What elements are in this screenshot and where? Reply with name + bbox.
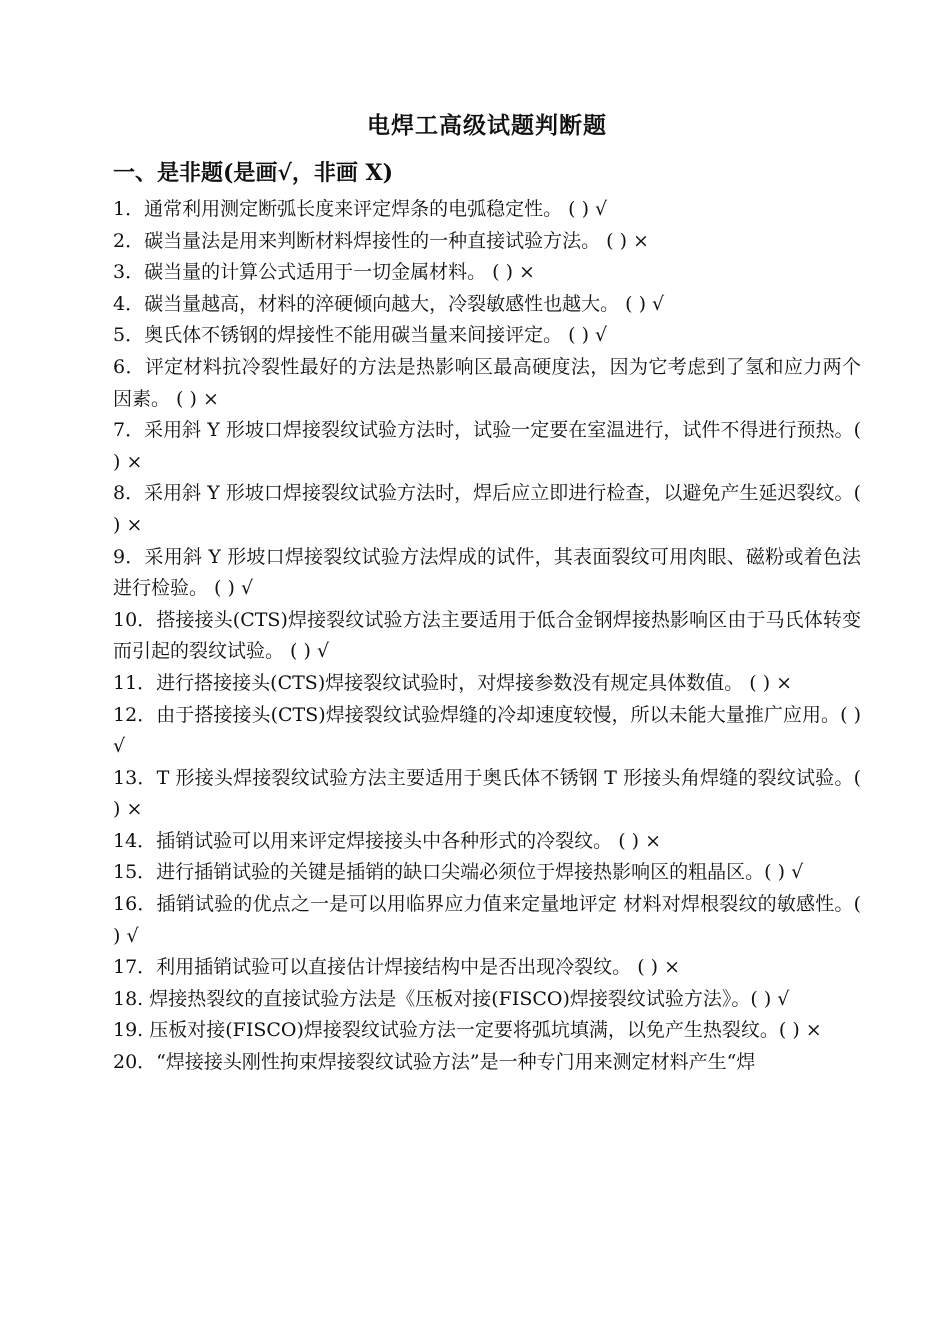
question-item: 15．进行插销试验的关键是插销的缺口尖端必须位于焊接热影响区的粗晶区。( ) √ xyxy=(113,861,804,884)
question-item: 9．采用斜 Y 形坡口焊接裂纹试验方法焊成的试件，其表面裂纹可用肉眼、磁粉或着色法进行检验。 ( ) √ xyxy=(113,545,861,600)
question-item: 8．采用斜 Y 形坡口焊接裂纹试验方法时，焊后应立即进行检查，以避免产生延迟裂纹。( ) × xyxy=(113,482,861,536)
question-item: 12．由于搭接接头(CTS)焊接裂纹试验焊缝的冷却速度较慢，所以未能大量推广应用。( ) √ xyxy=(113,703,861,758)
question-item: 5．奥氏体不锈钢的焊接性不能用碳当量来间接评定。 ( ) √ xyxy=(113,324,608,347)
question-item: 1．通常利用测定断弧长度来评定焊条的电弧稳定性。 ( ) √ xyxy=(113,198,608,220)
question-item: 19. 压板对接(FISCO)焊接裂纹试验方法一定要将弧坑填满，以免产生热裂纹。( ) × xyxy=(113,1019,822,1042)
document-page xyxy=(113,108,861,1079)
question-item: 17．利用插销试验可以直接估计焊接结构中是否出现冷裂纹。 ( ) × xyxy=(113,956,681,979)
question-item: 13．T 形接头焊接裂纹试验方法主要适用于奥氏体不锈钢 T 形接头角焊缝的裂纹试验。( ) × xyxy=(113,766,861,821)
question-item: 4．碳当量越高，材料的淬硬倾向越大，冷裂敏感性也越大。 ( ) √ xyxy=(113,292,665,315)
question-item: 2．碳当量法是用来判断材料焊接性的一种直接试验方法。 ( ) × xyxy=(113,229,649,252)
question-item: 6．评定材料抗冷裂性最好的方法是热影响区最高硬度法，因为它考虑到了氢和应力两个因素。 ( ) × xyxy=(113,355,861,410)
question-item: 3．碳当量的计算公式适用于一切金属材料。 ( ) × xyxy=(113,261,535,284)
question-item: 20．“焊接接头刚性拘束焊接裂纹试验方法”是一种专门用来测定材料产生“焊 xyxy=(113,1051,756,1074)
question-list xyxy=(113,194,861,1079)
question-item: 10．搭接接头(CTS)焊接裂纹试验方法主要适用于低合金钢焊接热影响区由于马氏体转变而引起的裂纹试验。 ( ) √ xyxy=(113,608,861,663)
question-item: 16．插销试验的优点之一是可以用临界应力值来定量地评定 材料对焊根裂纹的敏感性。( ) √ xyxy=(113,893,861,947)
question-item: 18. 焊接热裂纹的直接试验方法是《压板对接(FISCO)焊接裂纹试验方法》。( ) √ xyxy=(113,987,790,1010)
section-heading: 一、是非题(是画√，非画 X) xyxy=(113,160,394,186)
question-item: 7．采用斜 Y 形坡口焊接裂纹试验方法时，试验一定要在室温进行，试件不得进行预热。( ) × xyxy=(113,419,861,473)
question-item: 14．插销试验可以用来评定焊接接头中各种形式的冷裂纹。 ( ) × xyxy=(113,829,662,852)
question-item: 11．进行搭接接头(CTS)焊接裂纹试验时，对焊接参数没有规定具体数值。 ( ) × xyxy=(113,671,793,694)
document-title: 电焊工高级试题判断题 xyxy=(367,112,607,139)
